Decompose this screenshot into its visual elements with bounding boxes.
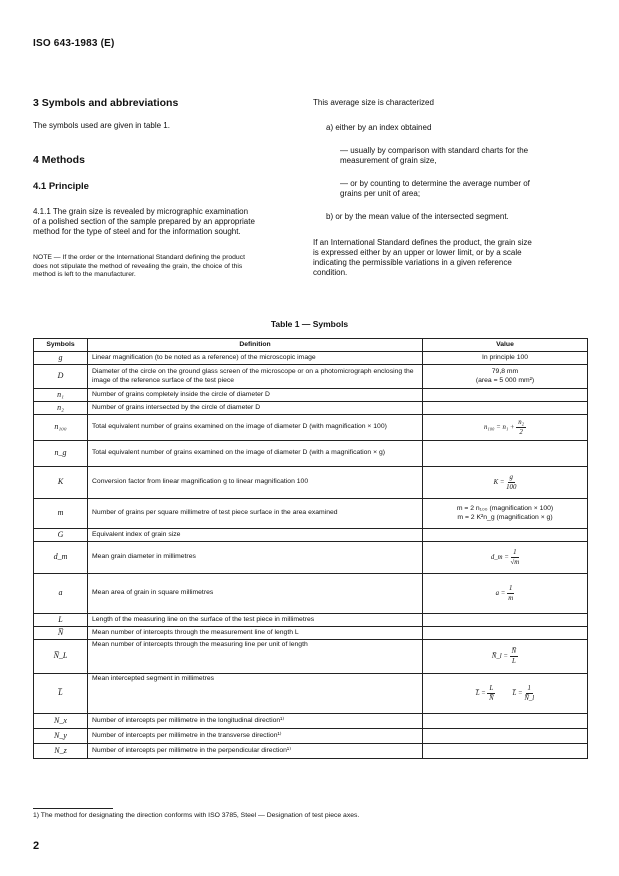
value-cell <box>423 441 588 467</box>
definition-cell: Number of grains intersected by the circle of diameter D <box>88 402 423 415</box>
value-cell <box>423 729 588 744</box>
note-line: does not stipulate the method of revealing the grain, the choice of this <box>33 262 243 270</box>
symbol-cell: D <box>34 365 88 389</box>
footnote: 1) The method for designating the direction conforms with ISO 3785, Steel — Designation of test piece axes. <box>33 812 360 819</box>
table-row <box>34 542 588 574</box>
table-row <box>34 574 588 614</box>
table-row <box>34 467 588 499</box>
definition-cell: Diameter of the circle on the ground glass screen of the microscope or on a photomicrograph enclosing the image of the reference surface of the test piece <box>88 365 423 389</box>
symbol-cell: d_m <box>34 542 88 574</box>
definition-cell: Total equivalent number of grains examined on the image of diameter D (with a magnification × g) <box>88 441 423 467</box>
symbol-cell: n₁₀₀ <box>34 415 88 441</box>
para-line: of a polished section of the sample prepared by an appropriate <box>33 217 255 226</box>
value-cell: In principle 100 <box>423 352 588 365</box>
numerator: 1 <box>527 685 531 692</box>
para-line: 4.1.1 The grain size is revealed by micrographic examination <box>33 207 249 216</box>
table-row <box>34 640 588 674</box>
table-row <box>34 499 588 529</box>
value-line: m = 2 K²n_g (magnification × g) <box>457 513 553 521</box>
definition-cell: Conversion factor from linear magnification g to linear magnification 100 <box>88 467 423 499</box>
symbols-table <box>33 338 588 759</box>
symbol-cell: m <box>34 499 88 529</box>
fraction <box>487 684 495 703</box>
table-row <box>34 614 588 627</box>
note-line: NOTE — If the order or the International Standard defining the product <box>33 254 245 261</box>
value-cell <box>423 714 588 729</box>
definition-cell: Equivalent index of grain size <box>88 529 423 542</box>
fraction <box>507 584 514 603</box>
denominator: 2 <box>519 429 523 436</box>
denominator: L <box>512 658 516 665</box>
value-line: m = 2 n₁₀₀ (magnification × 100) <box>456 505 554 513</box>
formula-lhs: n₁₀₀ = n₁ + <box>484 424 515 432</box>
table-caption: Table 1 — Symbols <box>270 319 349 329</box>
numerator: n₂ <box>518 419 524 426</box>
denominator: 100 <box>506 484 517 491</box>
symbol-cell: N_z <box>34 744 88 759</box>
symbol-cell: n_g <box>34 441 88 467</box>
document-header: ISO 643-1983 (E) <box>33 38 115 49</box>
value-cell <box>423 389 588 402</box>
symbol-cell: K <box>34 467 88 499</box>
table-row <box>34 674 588 714</box>
value-cell <box>423 627 588 640</box>
fraction <box>516 418 526 437</box>
formula-lhs: a = <box>495 590 506 598</box>
item-a: a) either by an index obtained <box>326 123 432 132</box>
symbol-cell: N̅_L <box>34 640 88 674</box>
definition-cell: Mean number of intercepts through the measuring line per unit of length <box>88 640 423 674</box>
formula-lhs: N̅_l = <box>491 653 508 661</box>
formula-lhs: d_m = <box>490 554 509 562</box>
numerator: N̅ <box>511 648 517 655</box>
denominator: N̅ <box>489 695 494 702</box>
formula-lhs-2: L̅ = <box>512 690 523 698</box>
table-row <box>34 402 588 415</box>
right-paragraph <box>313 238 588 278</box>
numerator: 1 <box>513 549 517 556</box>
formula-cell <box>423 542 588 574</box>
symbol-cell: N_x <box>34 714 88 729</box>
table-row <box>34 389 588 402</box>
para-line: is expressed either by an upper or lower limit, or by a scale <box>313 248 522 257</box>
para-line: If an International Standard defines the product, the grain size <box>313 238 532 247</box>
para-line: indicating the permissible variations in a given reference <box>313 258 512 267</box>
note-line: method is left to the manufacturer. <box>33 271 136 279</box>
table-header-row <box>34 339 588 352</box>
formula-cell <box>423 415 588 441</box>
formula-cell <box>423 574 588 614</box>
symbol-cell: n₁ <box>34 389 88 402</box>
dash-item-1 <box>340 146 590 166</box>
numerator: 1 <box>508 585 513 592</box>
section-3-text: The symbols used are given in table 1. <box>33 121 170 130</box>
definition-cell: Mean number of intercepts through the measurement line of length L <box>88 627 423 640</box>
definition-cell: Mean intercepted segment in millimetres <box>88 674 423 714</box>
table-row <box>34 627 588 640</box>
dash-line: — or by counting to determine the average number of <box>340 179 530 188</box>
denominator: √m <box>510 559 520 566</box>
dash-item-2 <box>340 179 590 199</box>
column-header: Value <box>423 339 588 352</box>
value-cell <box>423 402 588 415</box>
definition-cell: Total equivalent number of grains examined on the image of diameter D (with magnification × 100) <box>88 415 423 441</box>
symbol-cell: N_y <box>34 729 88 744</box>
section-4-1-heading: 4.1 Principle <box>33 181 89 192</box>
value-line: (area = 5 000 mm²) <box>475 376 535 384</box>
symbol-cell: L <box>34 614 88 627</box>
symbol-cell: N̅ <box>34 627 88 640</box>
definition-cell: Length of the measuring line on the surface of the test piece in millimetres <box>88 614 423 627</box>
section-3-heading: 3 Symbols and abbreviations <box>33 97 179 109</box>
symbol-cell: n₂ <box>34 402 88 415</box>
right-intro: This average size is characterized <box>313 98 434 107</box>
formula-cell <box>423 674 588 714</box>
formula-cell <box>423 640 588 674</box>
value-cell <box>423 365 588 389</box>
value-cell <box>423 529 588 542</box>
definition-cell: Number of intercepts per millimetre in the transverse direction¹⁾ <box>88 729 423 744</box>
fraction <box>511 548 520 567</box>
paragraph-4-1-1 <box>33 207 303 237</box>
definition-cell: Mean grain diameter in millimetres <box>88 542 423 574</box>
table-row <box>34 441 588 467</box>
definition-cell: Mean area of grain in square millimetres <box>88 574 423 614</box>
denominator: N̅_l <box>524 695 535 702</box>
dash-line: measurement of grain size, <box>340 156 437 165</box>
numerator: g <box>509 474 513 481</box>
value-cell <box>423 614 588 627</box>
table-row <box>34 352 588 365</box>
definition-cell: Number of grains completely inside the circle of diameter D <box>88 389 423 402</box>
page-number: 2 <box>33 840 40 852</box>
formula-lhs: K = <box>493 479 505 487</box>
value-cell <box>423 744 588 759</box>
symbol-cell: g <box>34 352 88 365</box>
footnote-rule <box>33 808 113 809</box>
symbol-cell: G <box>34 529 88 542</box>
symbol-cell: a <box>34 574 88 614</box>
table-row <box>34 744 588 759</box>
denominator: m <box>508 595 514 602</box>
table-row <box>34 365 588 389</box>
table-row <box>34 415 588 441</box>
value-cell <box>423 499 588 529</box>
definition-cell: Number of grains per square millimetre of test piece surface in the area examined <box>88 499 423 529</box>
formula-lhs: L̅ = <box>475 690 486 698</box>
numerator: L <box>489 685 494 692</box>
definition-cell: Number of intercepts per millimetre in the perpendicular direction¹⁾ <box>88 744 423 759</box>
dash-line: — usually by comparison with standard charts for the <box>340 146 529 155</box>
dash-line: grains per unit of area; <box>340 189 421 198</box>
para-line: method for the type of steel and for the information sought. <box>33 227 241 236</box>
definition-cell: Linear magnification (to be noted as a reference) of the microscopic image <box>88 352 423 365</box>
table-row <box>34 529 588 542</box>
table-row <box>34 714 588 729</box>
item-b: b) or by the mean value of the intersected segment. <box>326 212 509 221</box>
table-row <box>34 729 588 744</box>
fraction <box>524 684 534 703</box>
symbol-cell: L̅ <box>34 674 88 714</box>
note <box>33 254 308 280</box>
definition-cell: Number of intercepts per millimetre in the longitudinal direction¹⁾ <box>88 714 423 729</box>
column-header: Definition <box>88 339 423 352</box>
fraction <box>506 473 516 492</box>
column-header: Symbols <box>34 339 88 352</box>
para-line: condition. <box>313 268 348 277</box>
fraction <box>510 647 519 666</box>
value-line: 79,8 mm <box>491 368 519 376</box>
section-4-heading: 4 Methods <box>33 154 85 166</box>
formula-cell <box>423 467 588 499</box>
